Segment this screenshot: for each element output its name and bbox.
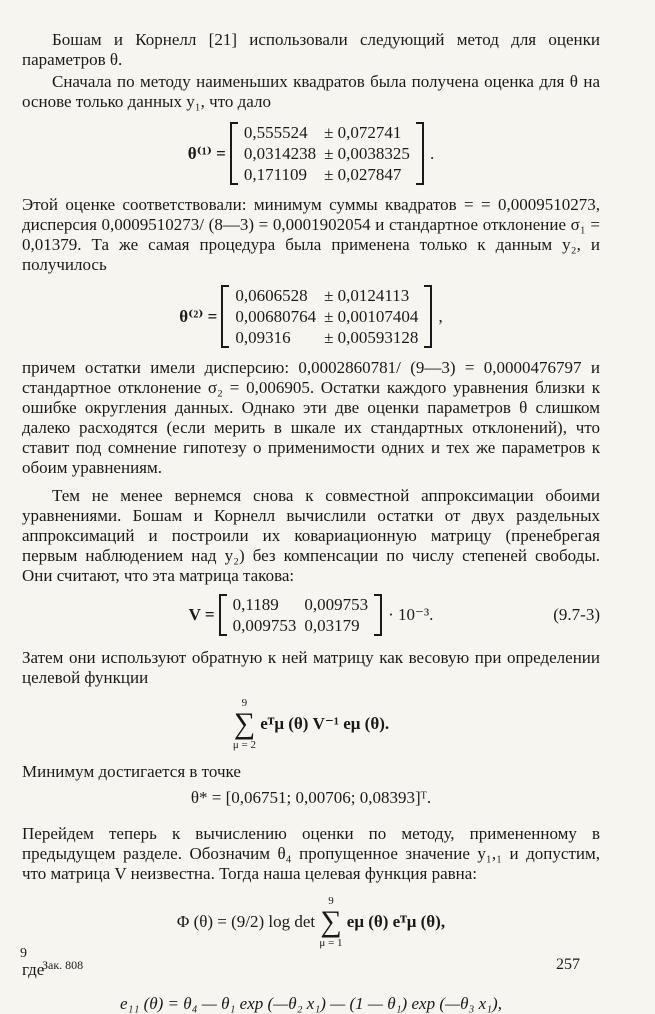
theta2-cell: 0,09316 <box>235 328 291 347</box>
paragraph-4: причем остатки имели дисперсию: 0,0002860781/ (9—3) = 0,0000476797 и стандартное отклонение σ₂ = 0,006905. Остатки каждого уравнения близки к ошибке округления данных. Однако эти две оценки параметров θ слишком далеко расходятся (если мерить в шкале их стандартных отклонений), что ставит под сомнение гипотезу о применимости одних и тех же параметров к обоим уравнениям. <box>22 358 600 477</box>
theta-star: θ* = [0,06751; 0,00706; 0,08393]ᵀ. <box>190 788 432 807</box>
paragraph-7: Минимум достигается в точке <box>22 762 241 781</box>
theta1-cell: ± 0,072741 <box>324 123 402 142</box>
v-label: V = <box>188 605 215 624</box>
v-row <box>229 594 373 615</box>
phi-left: Φ (θ) = (9/2) log det <box>176 912 316 931</box>
theta1-tail: . <box>429 143 435 163</box>
theta1-label: θ⁽¹⁾ = <box>187 143 226 163</box>
theta2-tail: , <box>438 306 443 326</box>
equation-theta2 <box>22 285 600 348</box>
theta1-row <box>240 122 414 143</box>
theta2-cell: 0,0606528 <box>235 286 308 305</box>
signature-number: 9 <box>20 946 27 961</box>
v-row <box>229 615 373 636</box>
theta1-cell: 0,0314238 <box>243 144 317 163</box>
paragraph-1: Бошам и Корнелл [21] использовали следующий метод для оценки параметров θ. <box>22 30 600 69</box>
v-factor: · 10⁻³. <box>388 605 434 624</box>
theta2-cell: ± 0,0124113 <box>324 286 410 305</box>
phi-top: 9 <box>328 895 334 907</box>
v-cell: 0,03179 <box>304 616 360 635</box>
sum1-body: eᵀμ (θ) V⁻¹ eμ (θ). <box>260 714 390 733</box>
equation-phi <box>22 894 600 950</box>
theta1-cell: ± 0,0038325 <box>324 144 410 163</box>
equation-sum1 <box>22 696 600 752</box>
theta2-row <box>231 306 422 327</box>
theta2-cell: 0,00680764 <box>235 307 317 326</box>
word-gde: где <box>22 960 45 979</box>
paragraph-6: Затем они используют обратную к ней матрицу как весовую при определении целевой функции <box>22 648 600 687</box>
theta1-cell: 0,171109 <box>243 165 307 184</box>
v-cell: 0,009753 <box>304 595 369 614</box>
theta1-cell: ± 0,027847 <box>324 165 402 184</box>
sum1-bottom: μ = 2 <box>232 739 256 751</box>
equation-v <box>22 594 600 636</box>
paragraph-2: Сначала по методу наименьших квадратов была получена оценка для θ на основе только данных y₁, что дало <box>22 72 600 111</box>
v-cell: 0,1189 <box>232 595 279 614</box>
page-number: 257 <box>556 956 580 973</box>
equation-e11: e₁₁ (θ) = θ₄ — θ₁ exp (—θ₂ x₁) — (1 — θ₁) exp (—θ₃ x₁), <box>120 994 502 1013</box>
theta1-row <box>240 143 414 164</box>
theta2-matrix <box>221 285 432 348</box>
sum1-top: 9 <box>241 697 248 709</box>
v-matrix <box>219 594 383 636</box>
phi-body: eμ (θ) eᵀμ (θ), <box>346 912 446 931</box>
equation-number: (9.7-3) <box>553 605 600 624</box>
theta1-matrix <box>230 122 424 185</box>
sum1-sigma: 9 ∑ μ = 2 <box>232 697 256 751</box>
paragraph-5: Тем не менее вернемся снова к совместной аппроксимации обоими уравнениями. Бошам и Корнелл вычислили остатки от двух раздельных аппроксимаций и построили их ковариационную матрицу (пренебрегая первым наблюдением над y₂) без компенсации по числу степеней свободы. Они считают, что эта матрица такова: <box>22 486 600 585</box>
theta2-cell: ± 0,00593128 <box>324 328 419 347</box>
phi-sigma: 9 ∑ μ = 1 <box>319 895 343 949</box>
v-cell: 0,009753 <box>232 616 297 635</box>
theta1-row <box>240 164 414 185</box>
equation-theta1 <box>22 122 600 185</box>
theta2-label: θ⁽²⁾ = <box>179 306 218 326</box>
order-number: Зак. 808 <box>42 958 84 972</box>
theta2-cell: ± 0,00107404 <box>324 307 419 326</box>
page-body <box>22 30 600 1014</box>
paragraph-8: Перейдем теперь к вычислению оценки по методу, примененному в предыдущем разделе. Обозначим θ₄ пропущенное значение y₁,₁ и допустим, что матрица V неизвестна. Тогда наша целевая функция равна: <box>22 824 600 883</box>
theta1-cell: 0,555524 <box>243 123 308 142</box>
paragraph-3: Этой оценке соответствовали: минимум суммы квадратов = = 0,0009510273, дисперсия 0,0009510273/ (8—3) = 0,0001902054 и стандартное отклонение σ₁ = 0,01379. Та же самая процедура была применена только к данным y₂, и получилось <box>22 195 600 274</box>
phi-bottom: μ = 1 <box>319 937 343 949</box>
theta2-row <box>231 285 422 306</box>
theta2-row <box>231 327 422 348</box>
